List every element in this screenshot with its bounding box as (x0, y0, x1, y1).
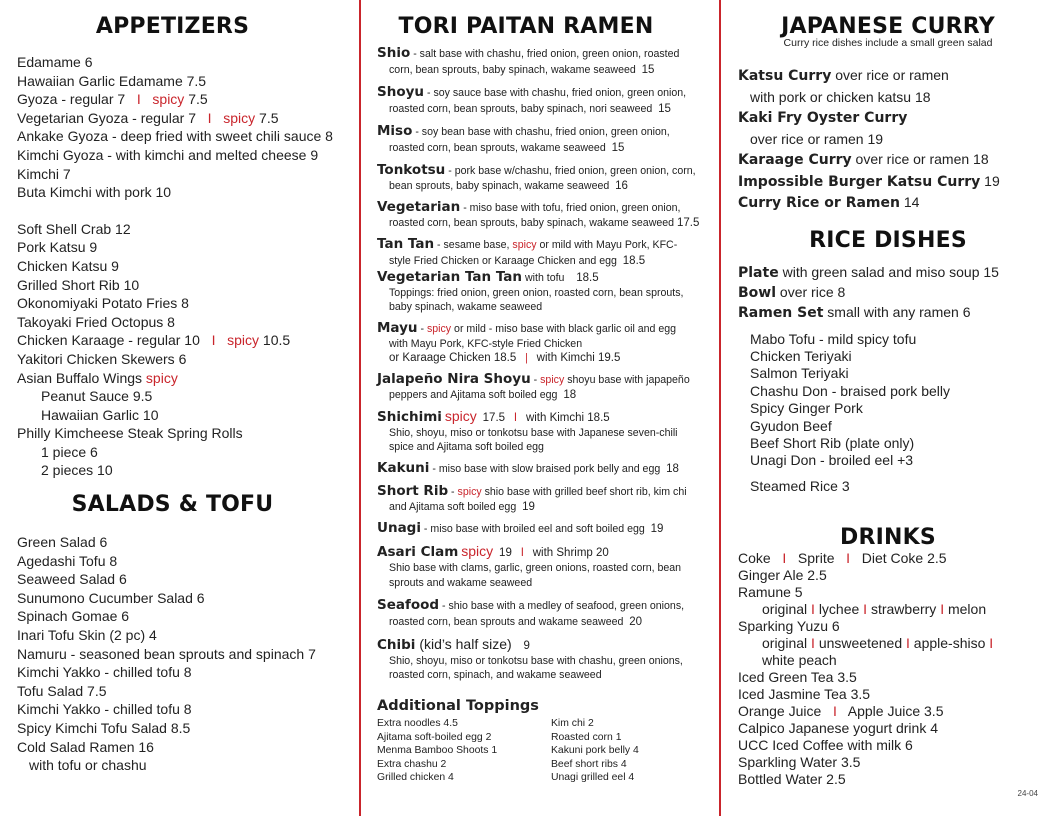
appetizer-item-veg-gyoza: Vegetarian Gyoza - regular 7 I spicy 7.5 (17, 109, 279, 126)
curry-subtitle: Curry rice dishes include a small green salad (783, 37, 993, 49)
appetizer-item: Okonomiyaki Potato Fries 8 (17, 295, 189, 312)
drink-item: Sparking Yuzu 6 (738, 618, 840, 635)
rice-dish: Chashu Don - braised pork belly (750, 382, 950, 399)
drink-item: Bottled Water 2.5 (738, 771, 846, 788)
rice-dish: Spicy Ginger Pork (750, 400, 863, 417)
salad-item: Kimchi Yakko - chilled tofu 8 (17, 701, 192, 718)
appetizers-heading: APPETIZERS (95, 14, 250, 39)
topping-item: Roasted corn 1 (551, 731, 622, 743)
appetizer-item: Soft Shell Crab 12 (17, 220, 131, 237)
curry-item-kaki-detail: over rice or ramen 19 (750, 130, 884, 147)
ramen-item-shio: Shio - salt base with chashu, fried onion, green onion, roasted corn, bean sprouts, baby spinach, wakame seaweed 15 (377, 45, 680, 76)
drink-item: Ginger Ale 2.5 (738, 567, 827, 584)
curry-item-katsu-detail: with pork or chicken katsu 18 (750, 88, 931, 105)
appetizer-item-gyoza: Gyoza - regular 7 I spicy 7.5 (17, 91, 208, 108)
drinks-list (738, 550, 1056, 788)
ramen-item-chibi: Chibi (kid’s half size) 9 Shio, shoyu, miso or tonkotsu base with chashu, green onions, roasted corn, spinach, and wakame seaweed (377, 636, 683, 681)
salad-item: Kimchi Yakko - chilled tofu 8 (17, 664, 192, 681)
ramen-item-tonkotsu: Tonkotsu - pork base w/chashu, fried onion, green onion, corn, bean sprouts, baby spinach, wakame seaweed 16 (377, 162, 696, 192)
spring-roll-option: 2 pieces 10 (41, 462, 113, 479)
yuzu-flavor-last: white peach (762, 652, 837, 669)
topping-item: Beef short ribs 4 (551, 758, 627, 770)
drink-item-sodas: Coke I Sprite I Diet Coke 2.5 (738, 550, 947, 567)
salad-item: Agedashi Tofu 8 (17, 552, 118, 569)
ramen-item-shortrib: Short Rib - spicy shio base with grilled beef short rib, kim chi and Ajitama soft boiled egg 19 (377, 483, 687, 513)
drink-item: UCC Iced Coffee with milk 6 (738, 737, 913, 754)
salad-item: Spicy Kimchi Tofu Salad 8.5 (17, 720, 191, 736)
ramen-item-unagi: Unagi - miso base with broiled eel and soft boiled egg 19 (377, 520, 664, 536)
toppings-heading: Additional Toppings (377, 698, 539, 714)
curry-list (738, 65, 1056, 214)
ramen-item-jalapeno: Jalapeño Nira Shoyu - spicy shoyu base with japapeño peppers and Ajitama soft boiled egg 18 (377, 371, 690, 401)
column-appetizers-salads (0, 0, 360, 816)
topping-item: Extra chashu 2 (377, 758, 447, 770)
salad-item: Seaweed Salad 6 (17, 571, 127, 588)
drink-item: Calpico Japanese yogurt drink 4 (738, 720, 939, 737)
drink-item-juice: Orange Juice I Apple Juice 3.5 (738, 703, 944, 720)
drink-item: Ramune 5 (738, 584, 803, 601)
ramen-item-miso: Miso - soy bean base with chashu, fried onion, green onion, roasted corn, bean sprouts, wakame seaweed 15 (377, 123, 670, 154)
appetizer-item: Hawaiian Garlic Edamame 7.5 (17, 72, 207, 89)
salad-item: Cold Salad Ramen 16 (17, 738, 154, 755)
ramune-flavors: original I lychee I strawberry I melon (762, 601, 987, 618)
appetizer-item: Buta Kimchi with pork 10 (17, 184, 172, 201)
drink-item: Iced Green Tea 3.5 (738, 669, 857, 686)
topping-item: Menma Bamboo Shoots 1 (377, 745, 498, 756)
ramen-item-vegetarian: Vegetarian - miso base with tofu, fried onion, green onion, roasted corn, bean sprouts, baby spinach, wakame seaweed 17.5 (377, 199, 700, 229)
ramen-item-shoyu: Shoyu - soy sauce base with chashu, fried onion, green onion, roasted corn, bean sprouts, baby spinach, nori seaweed 15 (377, 84, 687, 115)
rice-dish: Salmon Teriyaki (750, 365, 849, 382)
curry-item-katsu: Katsu Curry over rice or ramen (738, 67, 949, 84)
curry-heading: JAPANESE CURRY (781, 14, 995, 39)
ramen-item-tantan: Tan Tan - sesame base, spicy or mild with Mayu Pork, KFC- style Fried Chicken or Karaage Chicken and egg 18.5 (377, 236, 678, 267)
ramen-item-asari: Asari Clam spicy 19 I with Shrimp 20 Shio base with clams, garlic, green onions, roasted corn, bean sprouts and wakame seaweed (377, 543, 682, 589)
appetizer-item-wings: Asian Buffalo Wings spicy (17, 369, 178, 386)
ramen-item-seafood: Seafood - shio base with a medley of seafood, green onions, roasted corn, bean sprouts and wakame seaweed 20 (377, 597, 685, 628)
appetizer-item: Takoyaki Fried Octopus 8 (17, 313, 175, 330)
appetizer-item: Ankake Gyoza - deep fried with sweet chili sauce 8 (17, 128, 333, 145)
rice-option-ramen-set: Ramen Set small with any ramen 6 (738, 303, 971, 321)
salads-heading: SALADS & TOFU (71, 492, 274, 518)
rice-option-bowl: Bowl over rice 8 (738, 283, 846, 301)
spring-roll-option: 1 piece 6 (41, 443, 98, 460)
appetizer-item-karaage: Chicken Karaage - regular 10 I spicy 10.5 (17, 332, 291, 349)
appetizer-item: Yakitori Chicken Skewers 6 (17, 350, 187, 367)
curry-item-rice: Curry Rice or Ramen 14 (738, 194, 920, 211)
rice-steamed: Steamed Rice 3 (750, 477, 850, 494)
rice-dish: Chicken Teriyaki (750, 347, 852, 364)
salad-item: Sunumono Cucumber Salad 6 (17, 589, 205, 606)
appetizer-item: Grilled Short Rib 10 (17, 276, 140, 293)
salad-note: with tofu or chashu (29, 757, 147, 774)
curry-item-kaki: Kaki Fry Oyster Curry (738, 110, 908, 126)
rice-option-plate: Plate with green salad and miso soup 15 (738, 263, 999, 281)
ramen-item-veg-tantan: Vegetarian Tan Tan with tofu 18.5 Toppings: fried onion, green onion, roasted corn, bean sprouts, baby spinach, wakame seaweed (377, 269, 684, 313)
topping-item: Kakuni pork belly 4 (551, 745, 639, 756)
appetizer-item: Edamame 6 (17, 54, 93, 70)
drinks-heading: DRINKS (840, 525, 936, 551)
appetizer-item: Philly Kimcheese Steak Spring Rolls (17, 425, 243, 442)
appetizer-item: Chicken Katsu 9 (17, 257, 119, 274)
ramen-item-mayu: Mayu - spicy or mild - miso base with black garlic oil and egg with Mayu Pork, KFC-style Fried Chicken or Karaage Chicken 18.5 | with Kimchi 19.5 (377, 320, 677, 364)
rice-dish: Unagi Don - broiled eel +3 (750, 452, 914, 469)
ramen-item-kakuni: Kakuni - miso base with slow braised pork belly and egg 18 (377, 460, 679, 476)
column-curry-rice-drinks (720, 0, 1056, 816)
topping-item: Unagi grilled eel 4 (551, 772, 635, 783)
salad-item: Inari Tofu Skin (2 pc) 4 (17, 627, 157, 644)
salad-item: Namuru - seasoned bean sprouts and spinach 7 (17, 645, 316, 662)
salad-item: Green Salad 6 (17, 534, 108, 551)
drink-item: Sparkling Water 3.5 (738, 754, 861, 771)
curry-item-karaage: Karaage Curry over rice or ramen 18 (738, 151, 989, 168)
yuzu-flavors: original I unsweetened I apple-shiso I (762, 635, 994, 652)
appetizer-item: Kimchi Gyoza - with kimchi and melted cheese 9 (17, 146, 319, 163)
rice-dish: Gyudon Beef (750, 417, 832, 434)
version-code: 24-04 (1017, 789, 1038, 798)
rice-dish-list (738, 331, 1056, 496)
appetizer-item: Kimchi 7 (17, 165, 71, 182)
wings-option: Peanut Sauce 9.5 (41, 388, 153, 405)
ramen-item-shichimi: Shichimi spicy 17.5 I with Kimchi 18.5 Shio, shoyu, miso or tonkotsu base with Japanese seven-chili spice and Ajitama soft boiled egg (377, 408, 678, 453)
appetizer-item: Pork Katsu 9 (17, 239, 98, 256)
column-ramen (361, 0, 719, 816)
topping-item: Ajitama soft-boiled egg 2 (377, 731, 492, 743)
topping-item: Grilled chicken 4 (377, 772, 454, 783)
topping-item: Extra noodles 4.5 (377, 718, 458, 729)
curry-item-impossible: Impossible Burger Katsu Curry 19 (738, 172, 1000, 190)
toppings-list (377, 717, 719, 785)
rice-dish: Mabo Tofu - mild spicy tofu (750, 330, 917, 347)
ramen-heading: TORI PAITAN RAMEN (398, 14, 654, 39)
rice-heading: RICE DISHES (809, 227, 967, 253)
salad-item: Spinach Gomae 6 (17, 608, 130, 625)
topping-item: Kim chi 2 (551, 718, 594, 729)
rice-dish: Beef Short Rib (plate only) (750, 434, 915, 451)
salad-item: Tofu Salad 7.5 (17, 682, 107, 699)
drink-item: Iced Jasmine Tea 3.5 (738, 686, 871, 703)
wings-option: Hawaiian Garlic 10 (41, 406, 159, 423)
